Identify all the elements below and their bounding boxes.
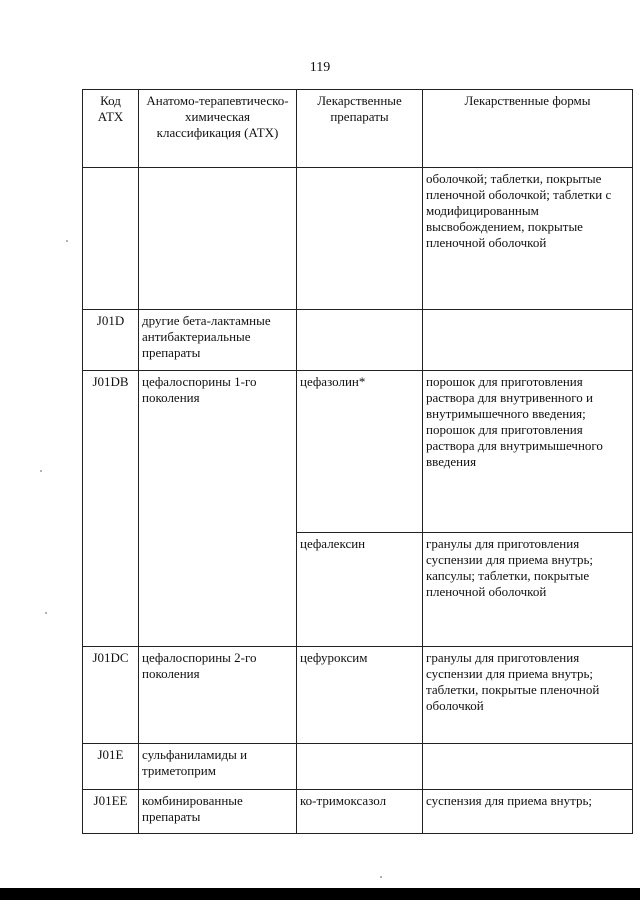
- table-row: [83, 744, 633, 790]
- header-dosage-forms: Лекарственные формы: [423, 90, 633, 168]
- dosage-forms-cell: гранулы для приготовления суспензии для приема внутрь; таблетки, покрытые пленочной оболочкой: [423, 647, 633, 744]
- header-atx-code: Код АТХ: [83, 90, 139, 168]
- classification-cell: комбинированные препараты: [139, 790, 297, 834]
- dosage-forms-cell: порошок для приготовления раствора для внутривенного и внутримышечного введения; порошок для приготовления раствора для внутримышечного введения: [423, 371, 633, 533]
- table-row: [83, 310, 633, 371]
- drug-name-cell: ко-тримоксазол: [297, 790, 423, 834]
- drug-name-cell: цефалексин: [297, 533, 423, 647]
- drug-name-cell: [297, 168, 423, 310]
- dosage-forms-cell: [423, 310, 633, 371]
- drug-name-cell: цефазолин*: [297, 371, 423, 533]
- scan-speck: [40, 470, 42, 472]
- classification-cell: цефалоспорины 2-го поколения: [139, 647, 297, 744]
- atx-code-cell: [83, 168, 139, 310]
- table-row: [83, 371, 633, 533]
- classification-cell: сульфаниламиды и триметоприм: [139, 744, 297, 790]
- atx-code-cell: J01D: [83, 310, 139, 371]
- scan-speck: [380, 876, 382, 878]
- drug-name-cell: [297, 744, 423, 790]
- dosage-forms-cell: гранулы для приготовления суспензии для приема внутрь; капсулы; таблетки, покрытые пленочной оболочкой: [423, 533, 633, 647]
- drug-name-cell: [297, 310, 423, 371]
- table-header-row: [83, 90, 633, 168]
- atx-code-cell: J01EE: [83, 790, 139, 834]
- dosage-forms-cell: оболочкой; таблетки, покрытые пленочной оболочкой; таблетки с модифицированным высвобождением, покрытые пленочной оболочкой: [423, 168, 633, 310]
- atx-code-cell: J01DB: [83, 371, 139, 647]
- table-row: [83, 168, 633, 310]
- header-classification: Анатомо-терапевтическо-химическая классификация (АТХ): [139, 90, 297, 168]
- scan-speck: [45, 612, 47, 614]
- atx-code-cell: J01E: [83, 744, 139, 790]
- drug-name-cell: цефуроксим: [297, 647, 423, 744]
- header-drugs: Лекарственные препараты: [297, 90, 423, 168]
- classification-cell: другие бета-лактамные антибактериальные препараты: [139, 310, 297, 371]
- scan-speck: [66, 240, 68, 242]
- page-number: 119: [309, 60, 331, 75]
- atx-code-cell: J01DC: [83, 647, 139, 744]
- dosage-forms-cell: суспензия для приема внутрь;: [423, 790, 633, 834]
- table-row: [83, 790, 633, 834]
- dosage-forms-cell: [423, 744, 633, 790]
- atx-drug-table: [82, 89, 633, 834]
- scan-border-bar: [0, 888, 640, 900]
- classification-cell: цефалоспорины 1-го поколения: [139, 371, 297, 647]
- classification-cell: [139, 168, 297, 310]
- table-row: [83, 647, 633, 744]
